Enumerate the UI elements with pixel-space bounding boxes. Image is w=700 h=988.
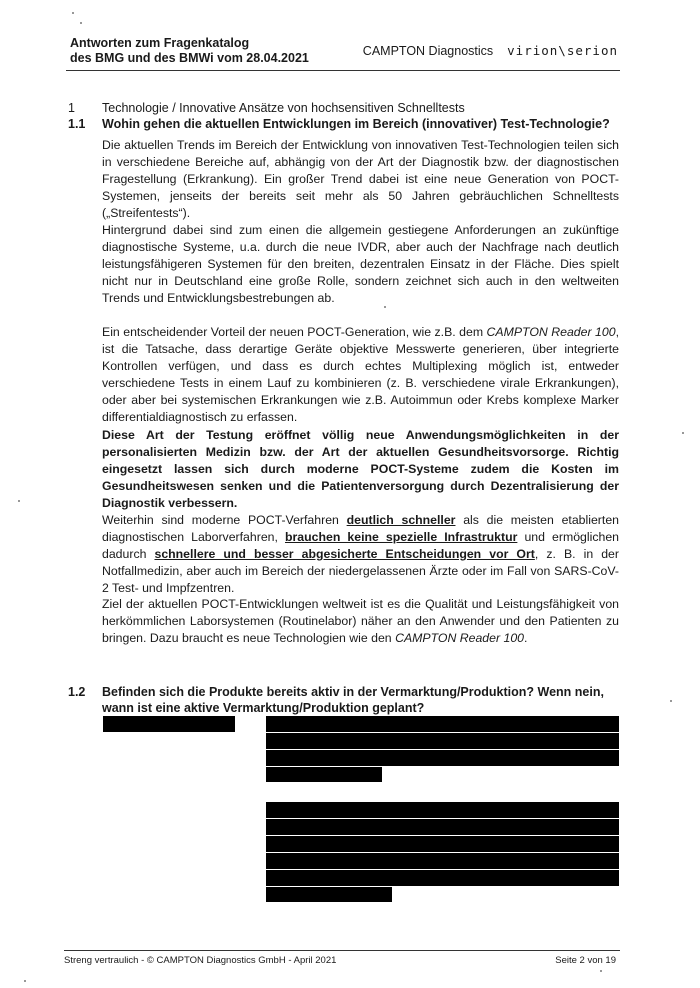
redaction-block — [266, 750, 619, 766]
header-company: CAMPTON Diagnostics — [362, 44, 494, 58]
section-1-2-number: 1.2 — [68, 685, 86, 699]
paragraph-6 — [102, 596, 619, 647]
paragraph-5-text-c: und ermöglichen dadurch — [102, 530, 620, 561]
footer-divider — [64, 950, 620, 951]
paragraph-5-text-d: , z. B. in der Notfallmedizin, aber auch im Bereich der niedergelassenen Ärzte oder im Fall von SARS-CoV-2 Test- und Impfzentren. — [102, 547, 619, 595]
underlined-faster: deutlich schneller — [346, 513, 456, 527]
scan-speck — [80, 22, 82, 24]
scan-speck — [72, 12, 74, 14]
redaction-block — [266, 887, 392, 902]
header-title-line1: Antworten zum Fragenkatalog — [70, 36, 250, 50]
scan-speck — [682, 432, 684, 434]
header-divider — [66, 70, 620, 71]
header-brand-logo: virion\serion — [507, 43, 618, 58]
redaction-block — [266, 802, 619, 818]
paragraph-3 — [102, 324, 619, 426]
section-1-title: Technologie / Innovative Ansätze von hochsensitiven Schnelltests — [102, 101, 465, 115]
header-title — [70, 36, 309, 66]
paragraph-3-text-a: Ein entscheidender Vorteil der neuen POCT-Generation, wie z.B. dem — [102, 325, 487, 339]
redaction-block — [266, 870, 619, 886]
redaction-block — [266, 767, 382, 782]
section-1-2-title: Befinden sich die Produkte bereits aktiv in der Vermarktung/Produktion? Wenn nein, wann ist eine aktive Vermarktung/Produktion geplant? — [102, 685, 604, 715]
underlined-infrastructure: brauchen keine spezielle Infrastruktur — [285, 530, 518, 544]
scan-speck — [670, 700, 672, 702]
scan-speck — [384, 306, 386, 308]
paragraph-6-text-b: . — [524, 631, 528, 645]
paragraph-5 — [102, 512, 619, 597]
footer-confidential: Streng vertraulich - © CAMPTON Diagnostics GmbH - April 2021 — [64, 955, 337, 966]
section-1-1-number: 1.1 — [68, 117, 86, 131]
scan-speck — [18, 500, 20, 502]
paragraph-3-text-b: , ist die Tatsache, dass derartige Geräte objektive Messwerte generieren, über integrierte Kontrollen verfügen, und dass es durch echtes Multiplexing möglich ist, entweder verschiedene Tests in einem Lauf zu kombinieren (z. B. verschiedene virale Erkrankungen), oder aber bei systemischen Erkrankungen wie z.B. Autoimmun oder Krebs komplexe Marker differentialdiagnostisch zu erfassen. — [102, 325, 619, 424]
redaction-block — [266, 853, 619, 869]
header-title-line2: des BMG und des BMWi vom 28.04.2021 — [70, 51, 309, 65]
redaction-block — [266, 819, 619, 835]
redaction-block — [266, 733, 619, 749]
product-name-reader-2: CAMPTON Reader 100 — [395, 631, 525, 645]
section-1-number: 1 — [68, 101, 75, 115]
header-brand — [363, 43, 618, 58]
redaction-block — [103, 716, 235, 732]
scan-speck — [24, 980, 26, 982]
paragraph-5-text-b: als die meisten etablierten diagnostischen Laborverfahren, — [102, 513, 619, 544]
paragraph-4-emphasis: Diese Art der Testung eröffnet völlig neue Anwendungsmöglichkeiten in der personalisierten Medizin bzw. der Art der aktuellen Gesundheitsvorsorge. Richtig eingesetzt lassen sich durch moderne POCT-Systeme zudem die Kosten im Gesundheitswesen senken und die Patientenversorgung durch Dezentralisierung der Diagnostik verbessern. — [102, 428, 619, 510]
footer-page-number: Seite 2 von 19 — [555, 955, 616, 966]
paragraph-2: Hintergrund dabei sind zum einen die allgemein gestiegene Anforderungen an zukünftige diagnostische Systeme, u.a. durch die neue IVDR, aber auch der Nachfrage nach deutlich leistungsfähigeren Systemen für den breiten, dezentralen Einsatz in der Fläche. Dies spielt nicht nur in Deutschland eine große Rolle, sondern zeichnet sich auch in den weltweiten Trends und Entwicklungsbestrebungen ab. — [102, 223, 619, 305]
paragraph-6-text-a: Ziel der aktuellen POCT-Entwicklungen weltweit ist es die Qualität und Leistungsfähigkeit von herkömmlichen Laborsystemen (Routinelabor) näher an den Anwender und den Patienten zu bringen. Dazu braucht es neue Technologien wie den — [102, 597, 619, 645]
paragraph-5-text-a: Weiterhin sind moderne POCT-Verfahren — [102, 513, 347, 527]
product-name-reader: CAMPTON Reader 100 — [486, 325, 616, 339]
scan-speck — [600, 970, 602, 972]
redaction-block — [266, 836, 619, 852]
underlined-decisions: schnellere und besser abgesicherte Entscheidungen vor Ort — [154, 547, 535, 561]
paragraph-1: Die aktuellen Trends im Bereich der Entwicklung von innovativen Test-Technologien teilen sich in verschiedene Bereiche auf, abhängig von der Art der Diagnostik bzw. der diagnostischen Fragestellung (Erkrankung). Ein großer Trend dabei ist eine neue Generation von POCT-Systemen, jenseits der bereits seit mehr als 50 Jahren gebräuchlichen Schnelltests („Streifentests“). — [102, 138, 619, 220]
redaction-block — [266, 716, 619, 732]
section-1-1-title: Wohin gehen die aktuellen Entwicklungen im Bereich (innovativer) Test-Technologie? — [102, 117, 610, 131]
